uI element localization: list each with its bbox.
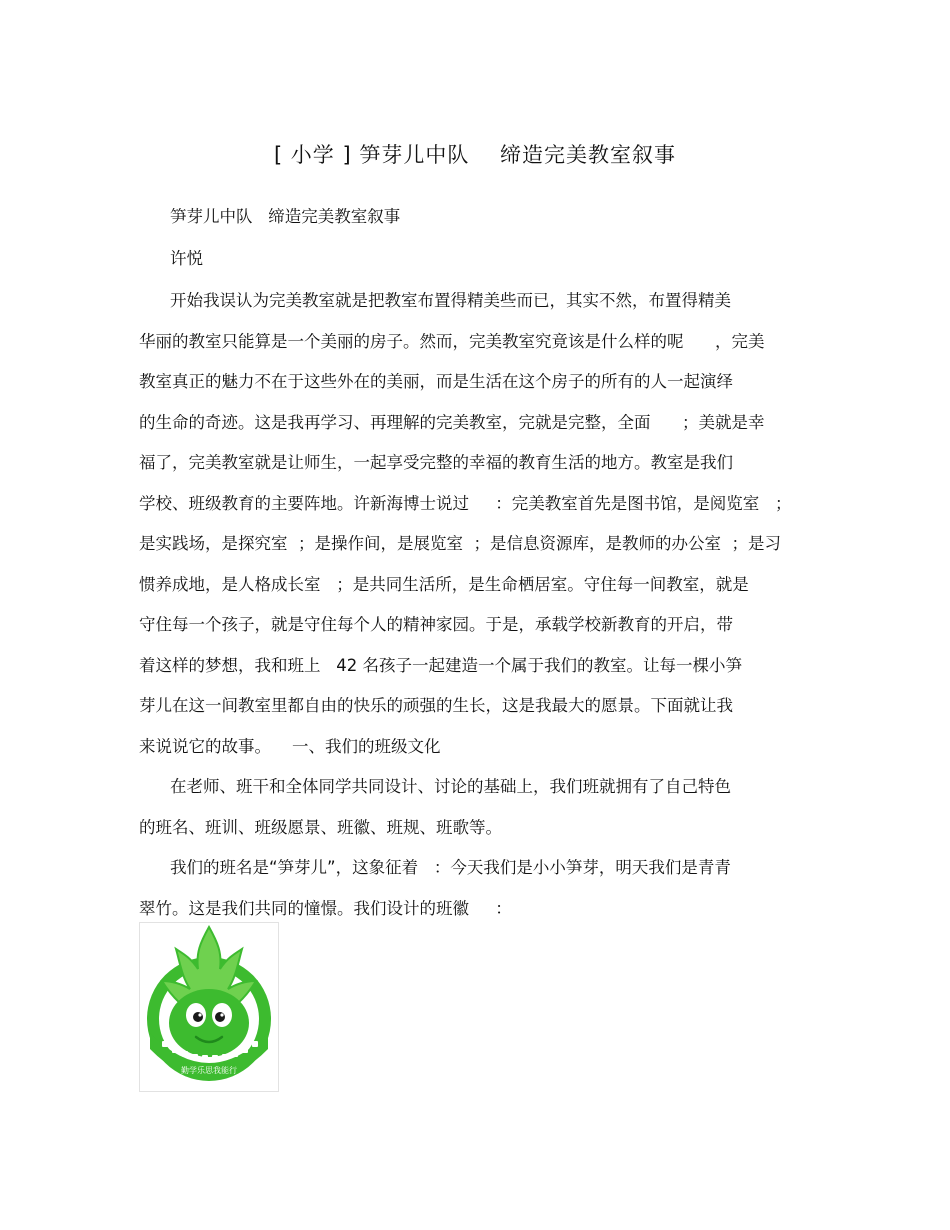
body-line: 守住每一个孩子，就是守住每个人的精神家园。于是，承载学校新教育的开启，带 bbox=[139, 615, 733, 634]
body-line: 的生命的奇迹。这是我再学习、再理解的完美教室，完就是完整，全面 ；美就是幸 bbox=[139, 413, 765, 432]
class-emblem-image bbox=[139, 922, 279, 1092]
body-line: 我们的班名是“笋芽儿”，这象征着 ：今天我们是小小笋芽，明天我们是青青 bbox=[170, 858, 731, 877]
body-line: 学校、班级教育的主要阵地。许新海博士说过 ：完美教室首先是图书馆，是阅览室 ； bbox=[139, 494, 792, 513]
emblem-ring-text: 勤学乐思我能行 bbox=[181, 1066, 237, 1075]
body-line: 是实践场，是探究室 ；是操作间，是展览室 ；是信息资源库，是教师的办公室 ；是习 bbox=[139, 534, 781, 553]
body-line: 芽儿在这一间教室里都自由的快乐的顽强的生长，这是我最大的愿景。下面就让我 bbox=[139, 696, 733, 715]
body-line: 福了，完美教室就是让师生，一起享受完整的幸福的教育生活的地方。教室是我们 bbox=[139, 453, 733, 472]
body-line: 开始我误认为完美教室就是把教室布置得精美些而已，其实不然，布置得精美 bbox=[170, 291, 731, 310]
body-line: 翠竹。这是我们共同的憧憬。我们设计的班徽 ： bbox=[139, 899, 512, 918]
subtitle: 笋芽儿中队 缔造完美教室叙事 bbox=[170, 207, 401, 226]
bamboo-sprout-emblem-icon bbox=[140, 923, 278, 1091]
body-line: 来说说它的故事。 一、我们的班级文化 bbox=[139, 737, 441, 756]
body-line: 华丽的教室只能算是一个美丽的房子。然而，完美教室究竟该是什么样的呢 ，完美 bbox=[139, 332, 765, 351]
body-line: 教室真正的魅力不在于这些外在的美丽，而是生活在这个房子的所有的人一起演绎 bbox=[139, 372, 733, 391]
page-title: [ 小学 ] 笋芽儿中队 缔造完美教室叙事 bbox=[273, 143, 677, 167]
author: 许悦 bbox=[170, 249, 203, 268]
body-line: 着这样的梦想，我和班上 42 名孩子一起建造一个属于我们的教室。让每一棵小笋 bbox=[139, 656, 742, 675]
body-line: 在老师、班干和全体同学共同设计、讨论的基础上，我们班就拥有了自己特色 bbox=[170, 777, 731, 796]
body-line: 的班名、班训、班级愿景、班徽、班规、班歌等。 bbox=[139, 818, 502, 837]
body-line: 惯养成地，是人格成长室 ；是共同生活所，是生命栖居室。守住每一间教室，就是 bbox=[139, 575, 749, 594]
